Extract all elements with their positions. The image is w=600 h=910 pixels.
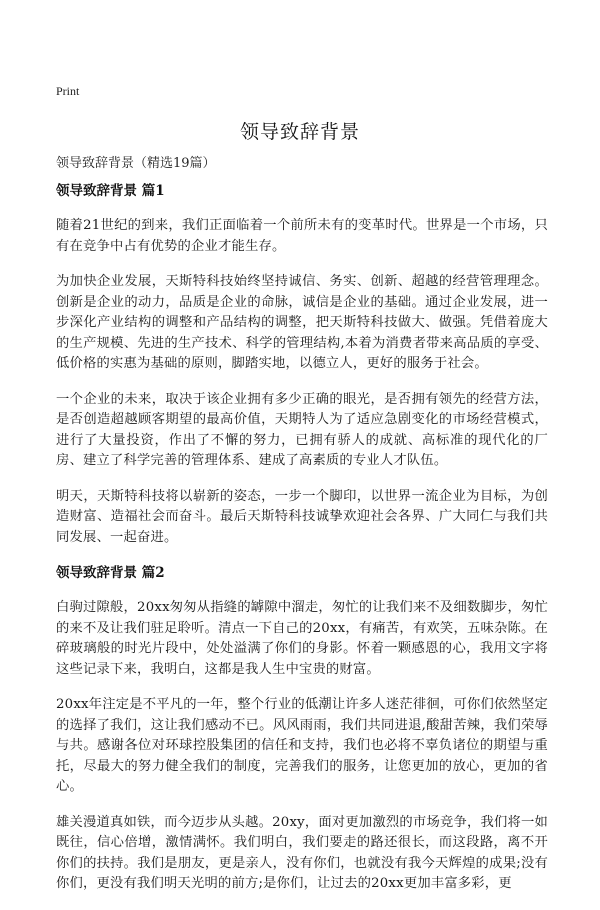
paragraph: 一个企业的未来，取决于该企业拥有多少正确的眼光，是否拥有领先的经营方法，是否创造超越顾客期望的最高价值，天期特人为了适应急剧变化的市场经营模式，进行了大量投资，作出了不懈的努力，已拥有骄人的成就、高标准的现代化的厂房、建立了科学完善的管理体系、建成了高素质的专业人才队伍。	[56, 391, 548, 468]
document-body	[56, 181, 548, 910]
section-1	[56, 181, 548, 548]
document-subtitle: 领导致辞背景（精选19篇）	[56, 156, 216, 171]
paragraph: 白驹过隙般，20xx匆匆从指缝的罅隙中溜走，匆忙的让我们来不及细数脚步，匆忙的来不及让我们驻足聆听。清点一下自己的20xx，有痛苦，有欢笑，五味杂陈。在碎玻璃般的时光片段中，处处溢满了你们的身影。怀着一颗感恩的心，我用文字将这些记录下来，我明白，这都是我人生中宝贵的财富。	[56, 600, 548, 677]
section-2	[56, 563, 548, 895]
paragraph: 20xx年注定是不平凡的一年，整个行业的低潮让许多人迷茫徘徊，可你们依然坚定的选择了我们，这让我们感动不已。风风雨雨，我们共同进退,酸甜苦辣，我们荣辱与共。感谢各位对环球控股集团的信任和支持，我们也必将不辜负诸位的期望与重托，尽最大的努力健全我们的制度，完善我们的服务，让您更加的放心，更加的省心。	[56, 697, 548, 794]
paragraph: 为加快企业发展，天斯特科技始终坚持诚信、务实、创新、超越的经营管理理念。创新是企业的动力，品质是企业的命脉，诚信是企业的基础。通过企业发展，进一步深化产业结构的调整和产品结构的调整，把天斯特科技做大、做强。凭借着庞大的生产规模、先进的生产技术、科学的管理结构,本着为消费者带来高品质的享受、低价格的实惠为基础的原则，脚踏实地，以德立人，更好的服务于社会。	[56, 274, 548, 371]
print-label: Print	[56, 84, 80, 98]
paragraph: 明天，天斯特科技将以崭新的姿态，一步一个脚印，以世界一流企业为目标，为创造财富、造福社会而奋斗。最后天斯特科技诚挚欢迎社会各界、广大同仁与我们共同发展、一起奋进。	[56, 488, 548, 545]
section-heading: 领导致辞背景 篇2	[56, 565, 165, 581]
paragraph: 雄关漫道真如铁，而今迈步从头越。20xy，面对更加激烈的市场竞争，我们将一如既往，信心倍增，激情满怀。我们明白，我们要走的路还很长，而这段路，离不开你们的扶持。我们是朋友，更是亲人，没有你们，也就没有我今天辉煌的成果;没有你们，更没有我们明天光明的前方;是你们，让过去的20xx更加丰富多彩，更	[56, 814, 548, 891]
section-heading: 领导致辞背景 篇1	[56, 183, 165, 199]
paragraph: 随着21世纪的到来，我们正面临着一个前所未有的变革时代。世界是一个市场，只有在竞争中占有优势的企业才能生存。	[56, 218, 548, 254]
document-title: 领导致辞背景	[239, 121, 360, 143]
